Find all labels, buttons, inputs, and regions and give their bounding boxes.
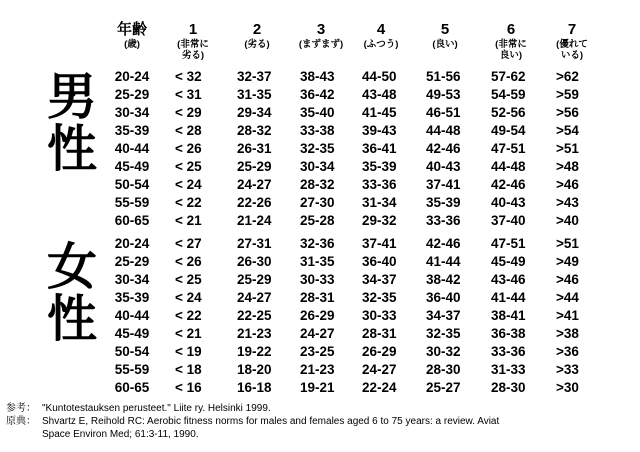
level-5-cell: 28-30	[426, 362, 461, 377]
level-1-cell: < 19	[175, 344, 202, 359]
level-6-cell: 52-56	[491, 105, 526, 120]
age-range-cell: 55-59	[114, 195, 150, 210]
level-4-cell: 36-41	[362, 141, 397, 156]
table-row	[0, 325, 640, 343]
level-2-cell: 29-34	[237, 105, 272, 120]
level-6-cell: 31-33	[491, 362, 526, 377]
header-level-6	[476, 22, 546, 61]
level-7-cell: >38	[556, 326, 579, 341]
level-5-cell: 30-32	[426, 344, 461, 359]
level-2-cell: 18-20	[237, 362, 272, 377]
level-7-cell: >46	[556, 177, 579, 192]
table-row	[0, 271, 640, 289]
age-range-cell: 50-54	[114, 344, 150, 359]
level-1-cell: < 28	[175, 123, 202, 138]
level-5-cell: 36-40	[426, 290, 461, 305]
age-range-cell: 25-29	[114, 254, 150, 269]
level-3-cell: 38-43	[300, 69, 335, 84]
level-1-cell: < 25	[175, 159, 202, 174]
level-4-cell: 33-36	[362, 177, 397, 192]
header-level-5-description: (良い)	[432, 39, 458, 50]
reference-text: "Kuntotestauksen perusteet." Liite ry. Helsinki 1999.	[42, 403, 271, 414]
level-3-cell: 25-28	[300, 213, 335, 228]
level-1-cell: < 22	[175, 195, 202, 210]
reference-label: 参考：	[6, 403, 36, 414]
level-6-cell: 47-51	[491, 141, 526, 156]
table-row	[0, 379, 640, 397]
level-1-cell: < 25	[175, 272, 202, 287]
header-level-7-description: (優れて いる)	[556, 39, 588, 61]
level-4-cell: 35-39	[362, 159, 397, 174]
header-level-1	[158, 22, 228, 61]
level-2-cell: 32-37	[237, 69, 272, 84]
level-2-cell: 27-31	[237, 236, 272, 251]
table-row	[0, 307, 640, 325]
source-label: 原典：	[6, 416, 36, 427]
table-row	[0, 194, 640, 212]
header-level-5-number: 5	[440, 21, 450, 38]
header-level-2	[222, 22, 292, 50]
level-3-cell: 19-21	[300, 380, 335, 395]
level-3-cell: 28-31	[300, 290, 335, 305]
level-1-cell: < 24	[175, 177, 202, 192]
age-range-cell: 25-29	[114, 87, 150, 102]
level-7-cell: >43	[556, 195, 579, 210]
level-1-cell: < 26	[175, 254, 202, 269]
level-5-cell: 46-51	[426, 105, 461, 120]
level-4-cell: 30-33	[362, 308, 397, 323]
level-2-cell: 19-22	[237, 344, 272, 359]
level-4-cell: 24-27	[362, 362, 397, 377]
level-3-cell: 21-23	[300, 362, 335, 377]
header-level-1-description: (非常に 劣る)	[177, 39, 209, 61]
table-row	[0, 361, 640, 379]
level-6-cell: 36-38	[491, 326, 526, 341]
age-range-cell: 50-54	[114, 177, 150, 192]
level-1-cell: < 27	[175, 236, 202, 251]
age-range-cell: 35-39	[114, 290, 150, 305]
level-1-cell: < 31	[175, 87, 202, 102]
table-row	[0, 68, 640, 86]
level-4-cell: 37-41	[362, 236, 397, 251]
level-7-cell: >30	[556, 380, 579, 395]
level-3-cell: 32-36	[300, 236, 335, 251]
level-6-cell: 54-59	[491, 87, 526, 102]
level-7-cell: >41	[556, 308, 579, 323]
level-4-cell: 29-32	[362, 213, 397, 228]
age-range-cell: 35-39	[114, 123, 150, 138]
male-section-label: 男性	[40, 70, 96, 174]
level-2-cell: 16-18	[237, 380, 272, 395]
table-row	[0, 122, 640, 140]
header-level-4-number: 4	[376, 21, 386, 38]
age-range-cell: 60-65	[114, 213, 150, 228]
level-5-cell: 51-56	[426, 69, 461, 84]
age-range-cell: 20-24	[114, 236, 150, 251]
level-2-cell: 31-35	[237, 87, 272, 102]
level-5-cell: 32-35	[426, 326, 461, 341]
header-level-1-number: 1	[188, 21, 198, 38]
header-level-7-number: 7	[567, 21, 577, 38]
level-4-cell: 41-45	[362, 105, 397, 120]
level-2-cell: 26-31	[237, 141, 272, 156]
table-row	[0, 235, 640, 253]
header-age	[97, 22, 167, 50]
level-2-cell: 26-30	[237, 254, 272, 269]
age-range-cell: 40-44	[114, 141, 150, 156]
reference-line	[6, 402, 636, 415]
level-1-cell: < 21	[175, 213, 202, 228]
level-5-cell: 42-46	[426, 236, 461, 251]
level-5-cell: 44-48	[426, 123, 461, 138]
level-1-cell: < 22	[175, 308, 202, 323]
level-3-cell: 31-35	[300, 254, 335, 269]
header-level-3-description: (まずまず)	[298, 39, 344, 50]
level-3-cell: 26-29	[300, 308, 335, 323]
header-age-unit: (歳)	[124, 39, 140, 50]
level-4-cell: 28-31	[362, 326, 397, 341]
level-5-cell: 49-53	[426, 87, 461, 102]
level-7-cell: >54	[556, 123, 579, 138]
level-7-cell: >40	[556, 213, 579, 228]
citation-footer	[6, 402, 636, 441]
level-6-cell: 45-49	[491, 254, 526, 269]
header-level-6-description: (非常に 良い)	[495, 39, 527, 61]
age-range-cell: 55-59	[114, 362, 150, 377]
level-3-cell: 30-34	[300, 159, 335, 174]
age-range-cell: 30-34	[114, 272, 150, 287]
header-level-2-description: (劣る)	[244, 39, 270, 50]
level-1-cell: < 26	[175, 141, 202, 156]
header-level-6-number: 6	[506, 21, 516, 38]
age-range-cell: 30-34	[114, 105, 150, 120]
table-row	[0, 212, 640, 230]
level-6-cell: 33-36	[491, 344, 526, 359]
level-3-cell: 33-38	[300, 123, 335, 138]
female-section-label: 女性	[40, 240, 96, 344]
level-1-cell: < 29	[175, 105, 202, 120]
level-5-cell: 41-44	[426, 254, 461, 269]
table-row	[0, 86, 640, 104]
level-2-cell: 28-32	[237, 123, 272, 138]
level-6-cell: 49-54	[491, 123, 526, 138]
level-6-cell: 43-46	[491, 272, 526, 287]
level-2-cell: 25-29	[237, 272, 272, 287]
level-7-cell: >33	[556, 362, 579, 377]
level-7-cell: >36	[556, 344, 579, 359]
level-4-cell: 32-35	[362, 290, 397, 305]
level-3-cell: 23-25	[300, 344, 335, 359]
level-7-cell: >48	[556, 159, 579, 174]
source-text-line-2: Space Environ Med; 61:3-11, 1990.	[42, 429, 199, 440]
level-6-cell: 37-40	[491, 213, 526, 228]
age-range-cell: 40-44	[114, 308, 150, 323]
level-5-cell: 35-39	[426, 195, 461, 210]
level-3-cell: 30-33	[300, 272, 335, 287]
header-level-3-number: 3	[316, 21, 326, 38]
level-6-cell: 47-51	[491, 236, 526, 251]
level-7-cell: >46	[556, 272, 579, 287]
level-6-cell: 41-44	[491, 290, 526, 305]
level-2-cell: 22-26	[237, 195, 272, 210]
age-range-cell: 20-24	[114, 69, 150, 84]
level-5-cell: 34-37	[426, 308, 461, 323]
level-1-cell: < 32	[175, 69, 202, 84]
source-line	[6, 415, 636, 428]
level-2-cell: 21-24	[237, 213, 272, 228]
level-4-cell: 43-48	[362, 87, 397, 102]
table-row	[0, 289, 640, 307]
header-level-2-number: 2	[252, 21, 262, 38]
level-4-cell: 36-40	[362, 254, 397, 269]
level-1-cell: < 16	[175, 380, 202, 395]
age-range-cell: 45-49	[114, 159, 150, 174]
level-3-cell: 27-30	[300, 195, 335, 210]
level-2-cell: 24-27	[237, 290, 272, 305]
level-7-cell: >56	[556, 105, 579, 120]
header-level-5	[410, 22, 480, 50]
level-5-cell: 25-27	[426, 380, 461, 395]
level-2-cell: 21-23	[237, 326, 272, 341]
header-level-4	[346, 22, 416, 50]
level-6-cell: 44-48	[491, 159, 526, 174]
level-5-cell: 37-41	[426, 177, 461, 192]
table-row	[0, 104, 640, 122]
level-1-cell: < 24	[175, 290, 202, 305]
level-7-cell: >49	[556, 254, 579, 269]
level-6-cell: 57-62	[491, 69, 526, 84]
header-level-4-description: (ふつう)	[363, 39, 399, 50]
level-6-cell: 42-46	[491, 177, 526, 192]
level-3-cell: 28-32	[300, 177, 335, 192]
level-6-cell: 28-30	[491, 380, 526, 395]
table-row	[0, 140, 640, 158]
level-4-cell: 39-43	[362, 123, 397, 138]
table-header	[0, 22, 640, 72]
header-level-7	[537, 22, 607, 61]
level-4-cell: 31-34	[362, 195, 397, 210]
level-4-cell: 22-24	[362, 380, 397, 395]
level-3-cell: 36-42	[300, 87, 335, 102]
level-3-cell: 24-27	[300, 326, 335, 341]
header-age-label: 年齢	[116, 21, 147, 38]
level-5-cell: 33-36	[426, 213, 461, 228]
source-text-line-1: Shvartz E, Reihold RC: Aerobic fitness norms for males and females aged 6 to 75 years: a review. Aviat	[42, 416, 500, 427]
level-2-cell: 24-27	[237, 177, 272, 192]
level-5-cell: 40-43	[426, 159, 461, 174]
level-4-cell: 34-37	[362, 272, 397, 287]
level-2-cell: 22-25	[237, 308, 272, 323]
level-4-cell: 26-29	[362, 344, 397, 359]
level-7-cell: >51	[556, 141, 579, 156]
age-range-cell: 60-65	[114, 380, 150, 395]
level-4-cell: 44-50	[362, 69, 397, 84]
table-row	[0, 343, 640, 361]
level-7-cell: >44	[556, 290, 579, 305]
level-3-cell: 32-35	[300, 141, 335, 156]
level-7-cell: >62	[556, 69, 579, 84]
level-5-cell: 42-46	[426, 141, 461, 156]
table-row	[0, 158, 640, 176]
table-row	[0, 176, 640, 194]
level-6-cell: 38-41	[491, 308, 526, 323]
level-7-cell: >51	[556, 236, 579, 251]
age-range-cell: 45-49	[114, 326, 150, 341]
table-row	[0, 253, 640, 271]
level-1-cell: < 18	[175, 362, 202, 377]
level-6-cell: 40-43	[491, 195, 526, 210]
level-3-cell: 35-40	[300, 105, 335, 120]
level-5-cell: 38-42	[426, 272, 461, 287]
level-1-cell: < 21	[175, 326, 202, 341]
level-2-cell: 25-29	[237, 159, 272, 174]
level-7-cell: >59	[556, 87, 579, 102]
